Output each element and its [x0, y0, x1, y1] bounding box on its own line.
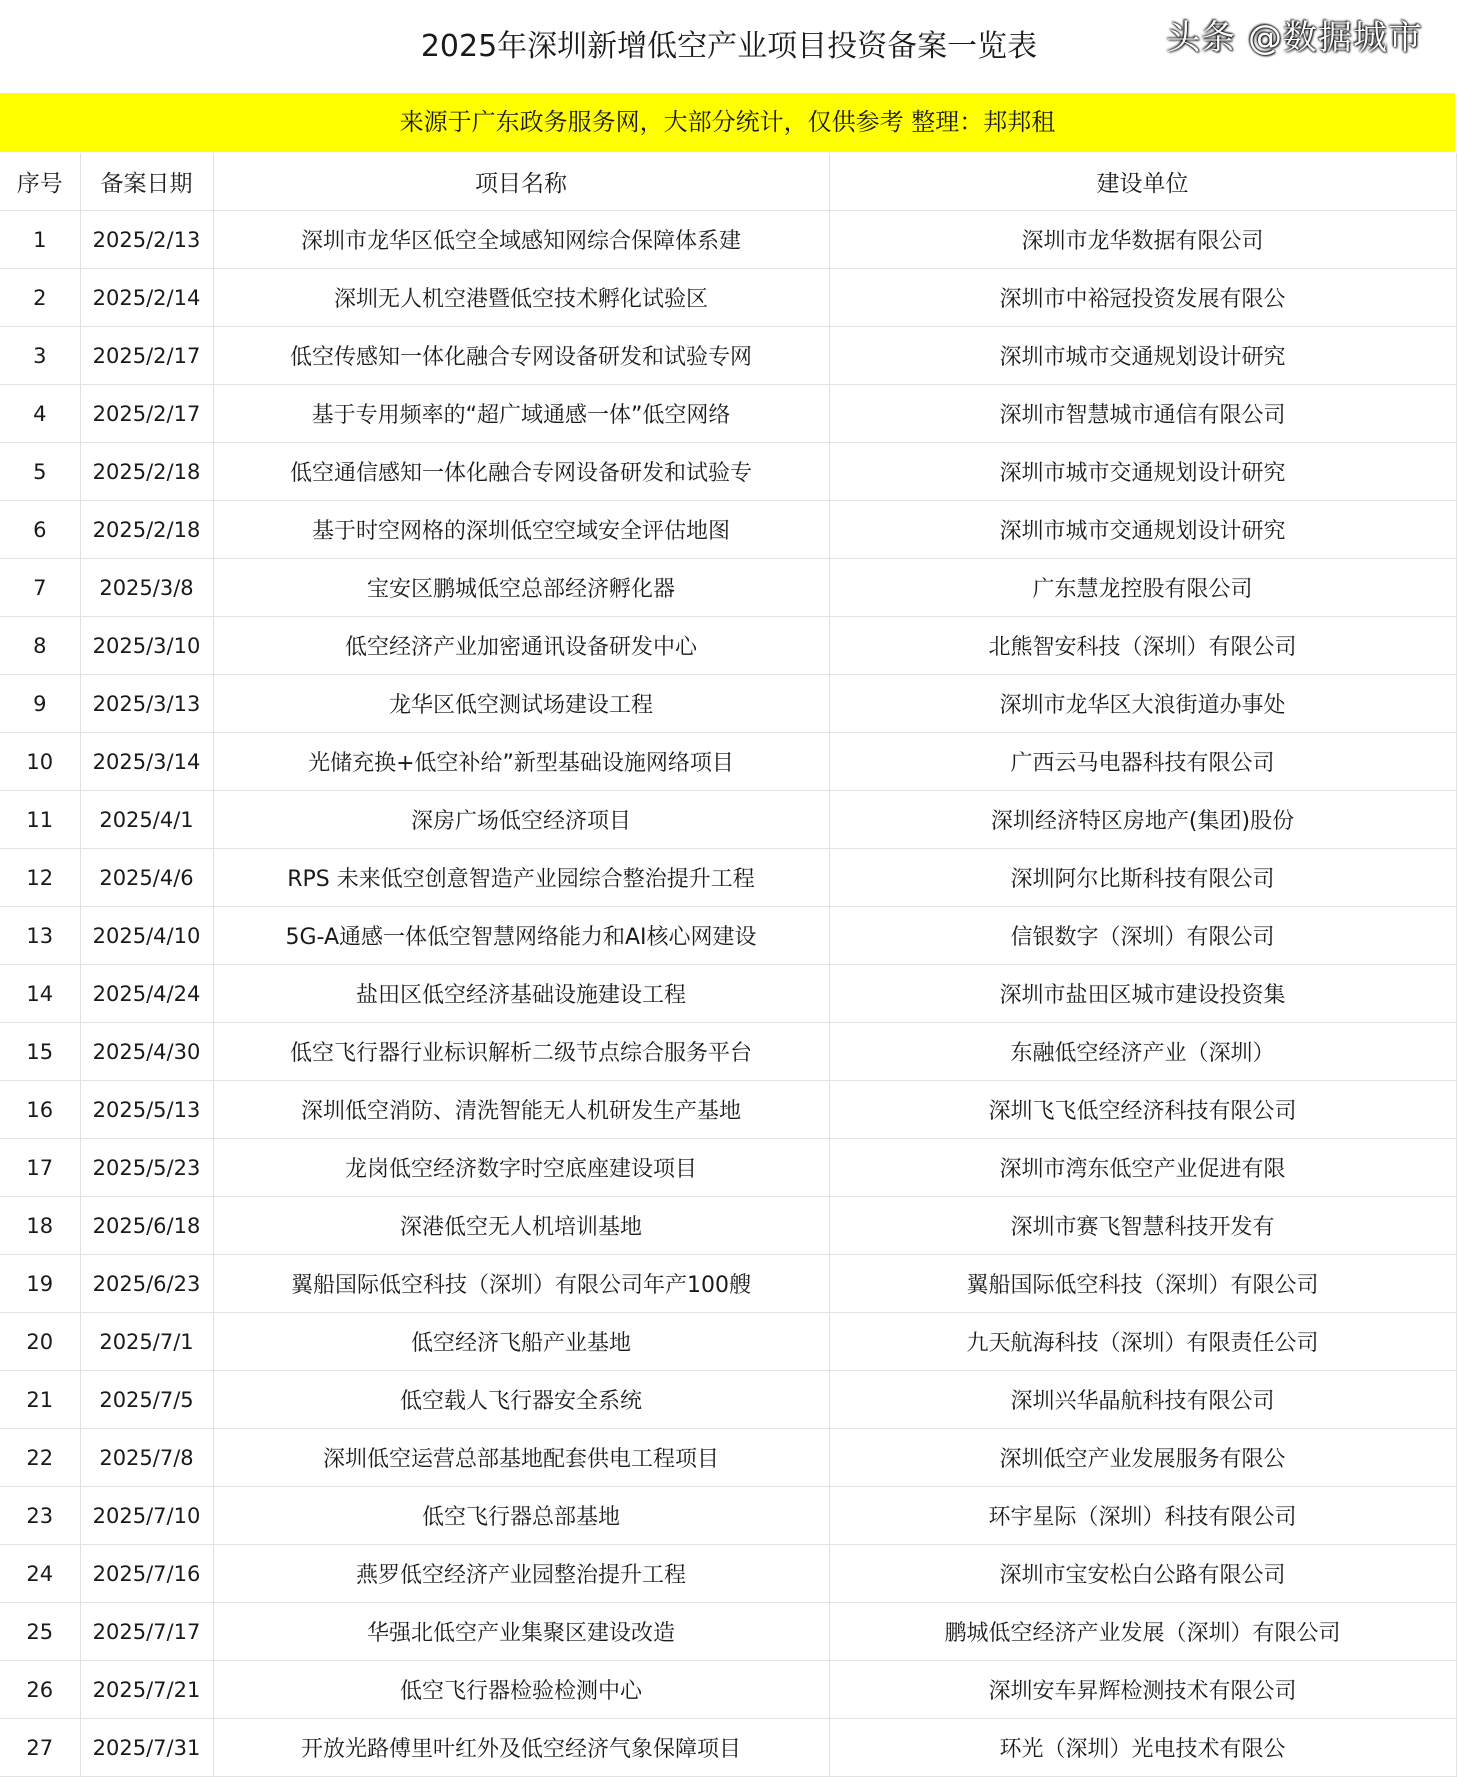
cell-project-name[interactable]: 5G-A通感一体低空智慧网络能力和AI核心网建设	[213, 907, 829, 965]
header-builder[interactable]: 建设单位	[829, 153, 1456, 211]
cell-builder[interactable]: 深圳安车昇辉检测技术有限公司	[829, 1661, 1456, 1719]
table-row	[0, 1313, 1456, 1371]
table-row	[0, 1661, 1456, 1719]
table-row	[0, 1719, 1456, 1777]
cell-date[interactable]: 2025/7/17	[80, 1603, 213, 1661]
cell-date[interactable]: 2025/2/18	[80, 501, 213, 559]
table-row	[0, 791, 1456, 849]
cell-project-name[interactable]: 低空经济飞船产业基地	[213, 1313, 829, 1371]
cell-index[interactable]: 4	[0, 385, 80, 443]
cell-project-name[interactable]: 基于专用频率的“超广域通感一体”低空网络	[213, 385, 829, 443]
cell-project-name[interactable]: 华强北低空产业集聚区建设改造	[213, 1603, 829, 1661]
cell-builder[interactable]: 深圳市宝安松白公路有限公司	[829, 1545, 1456, 1603]
cell-project-name[interactable]: 低空经济产业加密通讯设备研发中心	[213, 617, 829, 675]
cell-index[interactable]: 6	[0, 501, 80, 559]
cell-project-name[interactable]: 深圳无人机空港暨低空技术孵化试验区	[213, 269, 829, 327]
table-row	[0, 907, 1456, 965]
cell-builder[interactable]: 鹏城低空经济产业发展（深圳）有限公司	[829, 1603, 1456, 1661]
cell-date[interactable]: 2025/4/30	[80, 1023, 213, 1081]
cell-builder[interactable]: 深圳市龙华数据有限公司	[829, 211, 1456, 269]
cell-project-name[interactable]: 盐田区低空经济基础设施建设工程	[213, 965, 829, 1023]
cell-index[interactable]: 7	[0, 559, 80, 617]
cell-index[interactable]: 2	[0, 269, 80, 327]
table-row	[0, 385, 1456, 443]
cell-builder[interactable]: 环光（深圳）光电技术有限公	[829, 1719, 1456, 1777]
header-date[interactable]: 备案日期	[80, 153, 213, 211]
cell-date[interactable]: 2025/3/14	[80, 733, 213, 791]
cell-builder[interactable]: 深圳兴华晶航科技有限公司	[829, 1371, 1456, 1429]
cell-index[interactable]: 18	[0, 1197, 80, 1255]
table-row	[0, 1603, 1456, 1661]
cell-index[interactable]: 16	[0, 1081, 80, 1139]
cell-builder[interactable]: 深圳飞飞低空经济科技有限公司	[829, 1081, 1456, 1139]
cell-project-name[interactable]: 深圳市龙华区低空全域感知网综合保障体系建	[213, 211, 829, 269]
cell-project-name[interactable]: 低空飞行器检验检测中心	[213, 1661, 829, 1719]
cell-builder[interactable]: 深圳市赛飞智慧科技开发有	[829, 1197, 1456, 1255]
cell-date[interactable]: 2025/3/8	[80, 559, 213, 617]
cell-builder[interactable]: 信银数字（深圳）有限公司	[829, 907, 1456, 965]
table-row	[0, 559, 1456, 617]
cell-project-name[interactable]: 低空飞行器行业标识解析二级节点综合服务平台	[213, 1023, 829, 1081]
cell-builder[interactable]: 广东慧龙控股有限公司	[829, 559, 1456, 617]
cell-project-name[interactable]: 翼船国际低空科技（深圳）有限公司年产100艘	[213, 1255, 829, 1313]
cell-builder[interactable]: 深圳市城市交通规划设计研究	[829, 501, 1456, 559]
cell-builder[interactable]: 北熊智安科技（深圳）有限公司	[829, 617, 1456, 675]
cell-index[interactable]: 20	[0, 1313, 80, 1371]
table-row	[0, 1023, 1456, 1081]
cell-date[interactable]: 2025/3/13	[80, 675, 213, 733]
header-row	[0, 153, 1456, 211]
cell-date[interactable]: 2025/7/31	[80, 1719, 213, 1777]
cell-builder[interactable]: 深圳低空产业发展服务有限公	[829, 1429, 1456, 1487]
cell-project-name[interactable]: 深港低空无人机培训基地	[213, 1197, 829, 1255]
table-row	[0, 1371, 1456, 1429]
cell-builder[interactable]: 深圳市湾东低空产业促进有限	[829, 1139, 1456, 1197]
table-row	[0, 1255, 1456, 1313]
cell-builder[interactable]: 广西云马电器科技有限公司	[829, 733, 1456, 791]
cell-builder[interactable]: 环宇星际（深圳）科技有限公司	[829, 1487, 1456, 1545]
cell-index[interactable]: 10	[0, 733, 80, 791]
cell-date[interactable]: 2025/2/17	[80, 385, 213, 443]
cell-builder[interactable]: 深圳市龙华区大浪街道办事处	[829, 675, 1456, 733]
cell-builder[interactable]: 深圳经济特区房地产(集团)股份	[829, 791, 1456, 849]
cell-project-name[interactable]: RPS 未来低空创意智造产业园综合整治提升工程	[213, 849, 829, 907]
project-table	[0, 153, 1457, 1777]
cell-date[interactable]: 2025/4/1	[80, 791, 213, 849]
cell-index[interactable]: 1	[0, 211, 80, 269]
cell-date[interactable]: 2025/5/23	[80, 1139, 213, 1197]
cell-index[interactable]: 15	[0, 1023, 80, 1081]
cell-index[interactable]: 9	[0, 675, 80, 733]
cell-index[interactable]: 23	[0, 1487, 80, 1545]
table-row	[0, 675, 1456, 733]
table-row	[0, 327, 1456, 385]
table-row	[0, 443, 1456, 501]
cell-project-name[interactable]: 龙华区低空测试场建设工程	[213, 675, 829, 733]
cell-index[interactable]: 21	[0, 1371, 80, 1429]
cell-project-name[interactable]: 龙岗低空经济数字时空底座建设项目	[213, 1139, 829, 1197]
cell-date[interactable]: 2025/7/16	[80, 1545, 213, 1603]
cell-index[interactable]: 17	[0, 1139, 80, 1197]
cell-index[interactable]: 19	[0, 1255, 80, 1313]
cell-index[interactable]: 3	[0, 327, 80, 385]
table-row	[0, 1487, 1456, 1545]
cell-project-name[interactable]: 深圳低空运营总部基地配套供电工程项目	[213, 1429, 829, 1487]
cell-project-name[interactable]: 低空飞行器总部基地	[213, 1487, 829, 1545]
cell-date[interactable]: 2025/4/10	[80, 907, 213, 965]
cell-index[interactable]: 25	[0, 1603, 80, 1661]
cell-date[interactable]: 2025/4/6	[80, 849, 213, 907]
sheet-title: 2025年深圳新增低空产业项目投资备案一览表	[420, 29, 1038, 64]
table-row	[0, 269, 1456, 327]
cell-date[interactable]: 2025/2/13	[80, 211, 213, 269]
table-row	[0, 211, 1456, 269]
cell-date[interactable]: 2025/2/18	[80, 443, 213, 501]
cell-builder[interactable]: 深圳市盐田区城市建设投资集	[829, 965, 1456, 1023]
cell-index[interactable]: 27	[0, 1719, 80, 1777]
cell-project-name[interactable]: 低空传感知一体化融合专网设备研发和试验专网	[213, 327, 829, 385]
cell-project-name[interactable]: 光储充换+低空补给”新型基础设施网络项目	[213, 733, 829, 791]
table-row	[0, 1197, 1456, 1255]
cell-date[interactable]: 2025/7/8	[80, 1429, 213, 1487]
cell-builder[interactable]: 深圳市城市交通规划设计研究	[829, 327, 1456, 385]
cell-index[interactable]: 13	[0, 907, 80, 965]
cell-builder[interactable]: 深圳阿尔比斯科技有限公司	[829, 849, 1456, 907]
cell-date[interactable]: 2025/7/21	[80, 1661, 213, 1719]
source-banner: 来源于广东政务服务网，大部分统计，仅供参考 整理：邦邦租	[0, 93, 1455, 152]
cell-builder[interactable]: 九天航海科技（深圳）有限责任公司	[829, 1313, 1456, 1371]
cell-date[interactable]: 2025/6/18	[80, 1197, 213, 1255]
cell-date[interactable]: 2025/7/10	[80, 1487, 213, 1545]
table-row	[0, 1429, 1456, 1487]
cell-project-name[interactable]: 深房广场低空经济项目	[213, 791, 829, 849]
watermark: 头条 @数据城市	[1166, 18, 1423, 58]
table-row	[0, 501, 1456, 559]
cell-project-name[interactable]: 低空载人飞行器安全系统	[213, 1371, 829, 1429]
table-row	[0, 1545, 1456, 1603]
cell-builder[interactable]: 东融低空经济产业（深圳）	[829, 1023, 1456, 1081]
cell-date[interactable]: 2025/2/17	[80, 327, 213, 385]
cell-builder[interactable]: 翼船国际低空科技（深圳）有限公司	[829, 1255, 1456, 1313]
table-row	[0, 1139, 1456, 1197]
header-project-name[interactable]: 项目名称	[213, 153, 829, 211]
cell-date[interactable]: 2025/2/14	[80, 269, 213, 327]
cell-index[interactable]: 24	[0, 1545, 80, 1603]
cell-date[interactable]: 2025/3/10	[80, 617, 213, 675]
cell-index[interactable]: 5	[0, 443, 80, 501]
cell-index[interactable]: 14	[0, 965, 80, 1023]
table-row	[0, 617, 1456, 675]
cell-project-name[interactable]: 燕罗低空经济产业园整治提升工程	[213, 1545, 829, 1603]
cell-project-name[interactable]: 宝安区鹏城低空总部经济孵化器	[213, 559, 829, 617]
cell-index[interactable]: 11	[0, 791, 80, 849]
cell-project-name[interactable]: 深圳低空消防、清洗智能无人机研发生产基地	[213, 1081, 829, 1139]
cell-project-name[interactable]: 低空通信感知一体化融合专网设备研发和试验专	[213, 443, 829, 501]
cell-index[interactable]: 8	[0, 617, 80, 675]
cell-date[interactable]: 2025/4/24	[80, 965, 213, 1023]
cell-project-name[interactable]: 开放光路傅里叶红外及低空经济气象保障项目	[213, 1719, 829, 1777]
cell-builder[interactable]: 深圳市智慧城市通信有限公司	[829, 385, 1456, 443]
cell-date[interactable]: 2025/5/13	[80, 1081, 213, 1139]
header-index[interactable]: 序号	[0, 153, 80, 211]
cell-index[interactable]: 12	[0, 849, 80, 907]
cell-date[interactable]: 2025/7/1	[80, 1313, 213, 1371]
cell-project-name[interactable]: 基于时空网格的深圳低空空域安全评估地图	[213, 501, 829, 559]
cell-date[interactable]: 2025/6/23	[80, 1255, 213, 1313]
cell-index[interactable]: 22	[0, 1429, 80, 1487]
cell-date[interactable]: 2025/7/5	[80, 1371, 213, 1429]
cell-builder[interactable]: 深圳市中裕冠投资发展有限公	[829, 269, 1456, 327]
cell-index[interactable]: 26	[0, 1661, 80, 1719]
table-row	[0, 1081, 1456, 1139]
table-row	[0, 733, 1456, 791]
table-row	[0, 849, 1456, 907]
cell-builder[interactable]: 深圳市城市交通规划设计研究	[829, 443, 1456, 501]
table-row	[0, 965, 1456, 1023]
